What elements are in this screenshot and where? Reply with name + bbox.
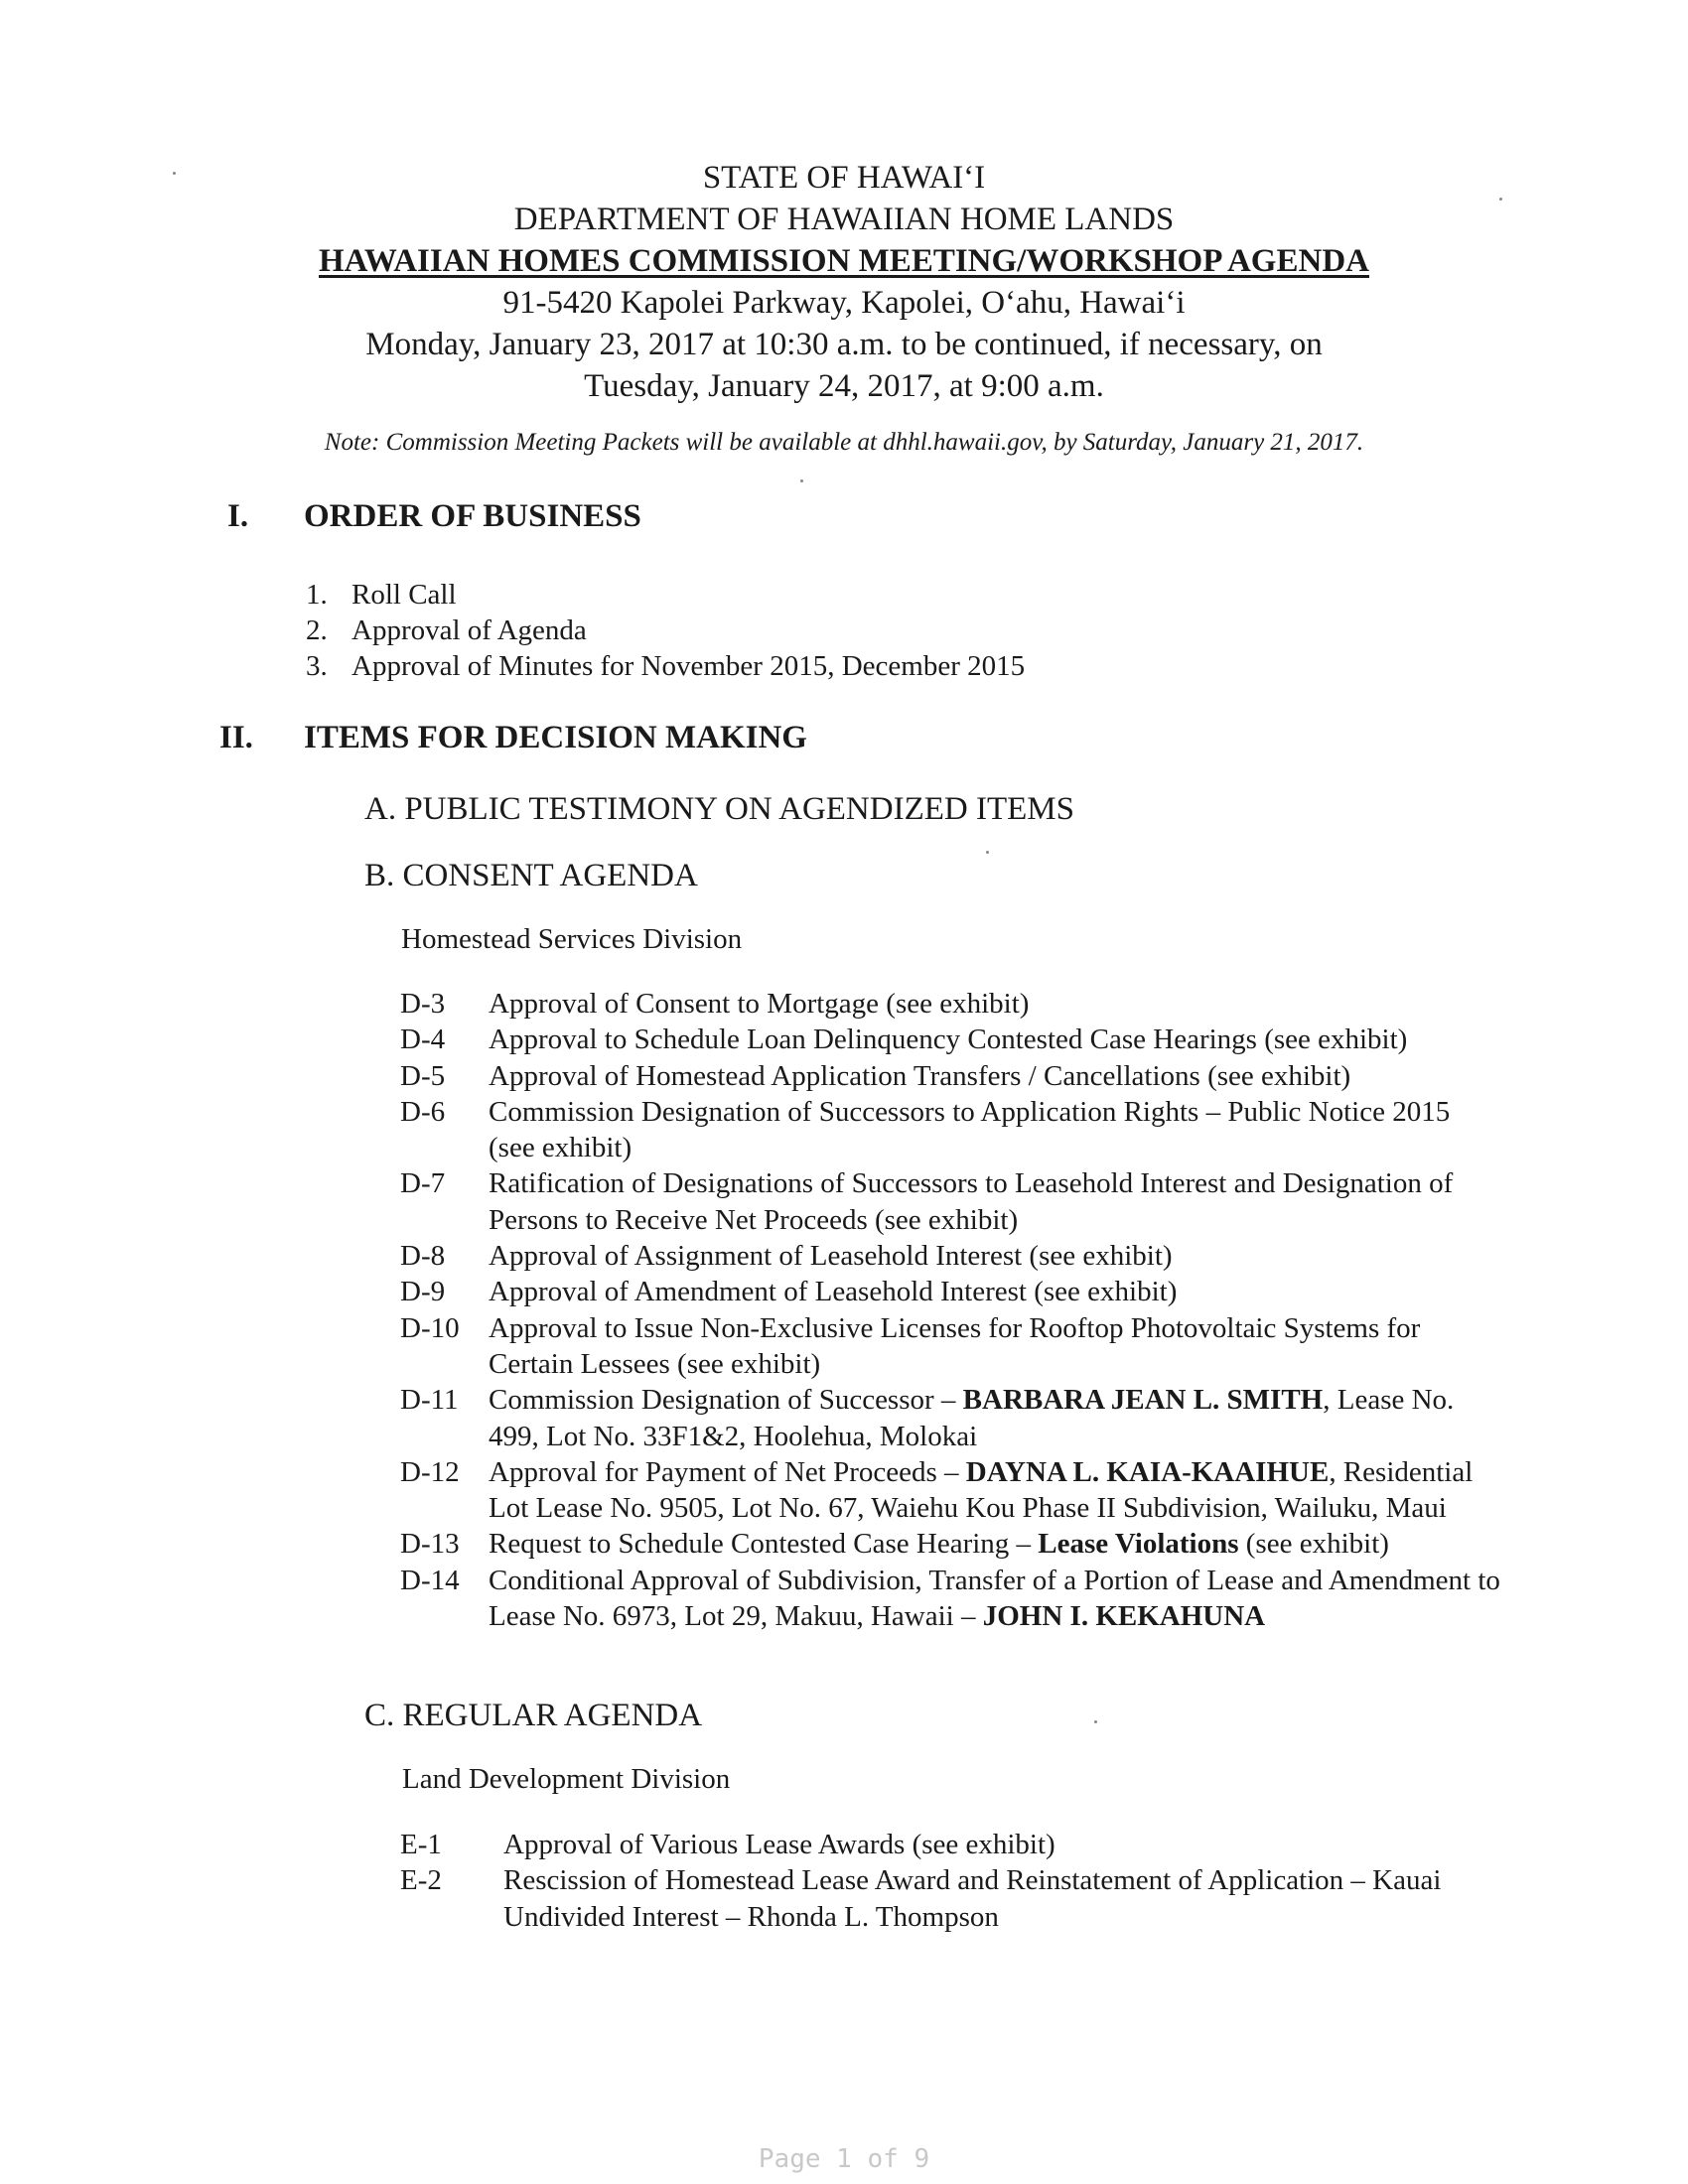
packet-note: Note: Commission Meeting Packets will be available at dhhl.hawaii.gov, by Saturday, January 21, 2017. [324,429,1364,456]
lessee-name: DAYNA L. KAIA-KAAIHUE [965,1455,1330,1488]
agenda-item: D-8 Approval of Assignment of Leasehold Interest (see exhibit) [400,1240,1173,1273]
subsection-consent-agenda: B. CONSENT AGENDA [364,858,698,893]
consent-agenda-items [400,986,1501,1634]
agenda-item: E-2 Rescission of Homestead Lease Award and Reinstatement of Application – Kauai Undivided Interest – Rhonda L. Thompson [400,1864,1442,1933]
list-item: 2. Approval of Agenda [306,614,587,646]
section-number: I. [227,498,249,534]
section-title: ORDER OF BUSINESS [304,498,641,534]
scan-speck [1499,198,1502,201]
page-footer: Page 1 of 9 [758,2144,930,2174]
header-date-line-2: Tuesday, January 24, 2017, at 9:00 a.m. [584,368,1104,404]
division-label-land-development: Land Development Division [402,1763,731,1795]
agenda-item: E-1 Approval of Various Lease Awards (see exhibit) [400,1829,1055,1860]
agenda-item: D-7 Ratification of Designations of Successors to Leasehold Interest and Designation of Persons to Receive Net Proceeds (see exhibit) [400,1167,1454,1236]
list-item: 1. Roll Call [306,579,457,611]
agenda-item: D-6 Commission Designation of Successors to Application Rights – Public Notice 2015 (see exhibit) [400,1095,1451,1164]
document-header [0,157,1688,407]
scan-speck [800,479,803,482]
agenda-item: D-3 Approval of Consent to Mortgage (see exhibit) [400,988,1030,1020]
header-address: 91-5420 Kapolei Parkway, Kapolei, Oʻahu, Hawaiʻi [502,285,1186,321]
section-number: II. [219,720,253,755]
header-agenda-title: HAWAIIAN HOMES COMMISSION MEETING/WORKSHOP AGENDA [319,243,1369,279]
header-state: STATE OF HAWAIʻI [702,160,986,196]
scan-speck [1094,1720,1097,1723]
agenda-item: D-5 Approval of Homestead Application Transfers / Cancellations (see exhibit) [400,1059,1351,1092]
agenda-item: D-14 Conditional Approval of Subdivision, Transfer of a Portion of Lease and Amendment to Lease No. 6973, Lot 29, Makuu, Hawaii – JOHN I. KEKAHUNA [400,1564,1500,1633]
agenda-item: D-12 Approval for Payment of Net Proceeds – DAYNA L. KAIA-KAAIHUE, Residential Lot Lease No. 9505, Lot No. 67, Waiehu Kou Phase II Subdivision, Wailuku, Maui [400,1455,1474,1525]
subsection-regular-agenda: C. REGULAR AGENDA [364,1698,703,1733]
agenda-item: D-13 Request to Schedule Contested Case Hearing – Lease Violations (see exhibit) [400,1528,1389,1561]
division-label-homestead: Homestead Services Division [401,923,743,955]
scan-speck [986,851,989,854]
regular-agenda-items [400,1827,1526,1935]
subsection-public-testimony: A. PUBLIC TESTIMONY ON AGENDIZED ITEMS [364,791,1074,827]
agenda-item: D-10 Approval to Issue Non-Exclusive Licenses for Rooftop Photovoltaic Systems for Certain Lessees (see exhibit) [400,1311,1421,1380]
agenda-item: D-9 Approval of Amendment of Leasehold Interest (see exhibit) [400,1276,1178,1308]
list-item: 3. Approval of Minutes for November 2015, December 2015 [306,650,1026,682]
agenda-item: D-4 Approval to Schedule Loan Delinquency Contested Case Hearings (see exhibit) [400,1024,1408,1056]
hearing-subject: Lease Violations [1038,1528,1239,1561]
lessee-name: BARBARA JEAN L. SMITH [962,1384,1324,1417]
header-date-line-1: Monday, January 23, 2017 at 10:30 a.m. to be continued, if necessary, on [365,327,1323,362]
scan-speck [173,172,176,175]
header-department: DEPARTMENT OF HAWAIIAN HOME LANDS [513,202,1175,237]
lessee-name: JOHN I. KEKAHUNA [982,1600,1266,1633]
section-title: ITEMS FOR DECISION MAKING [304,720,807,755]
order-of-business-list [306,577,1025,684]
agenda-item: D-11 Commission Designation of Successor – BARBARA JEAN L. SMITH, Lease No. 499, Lot No. 33F1&2, Hoolehua, Molokai [400,1384,1455,1452]
